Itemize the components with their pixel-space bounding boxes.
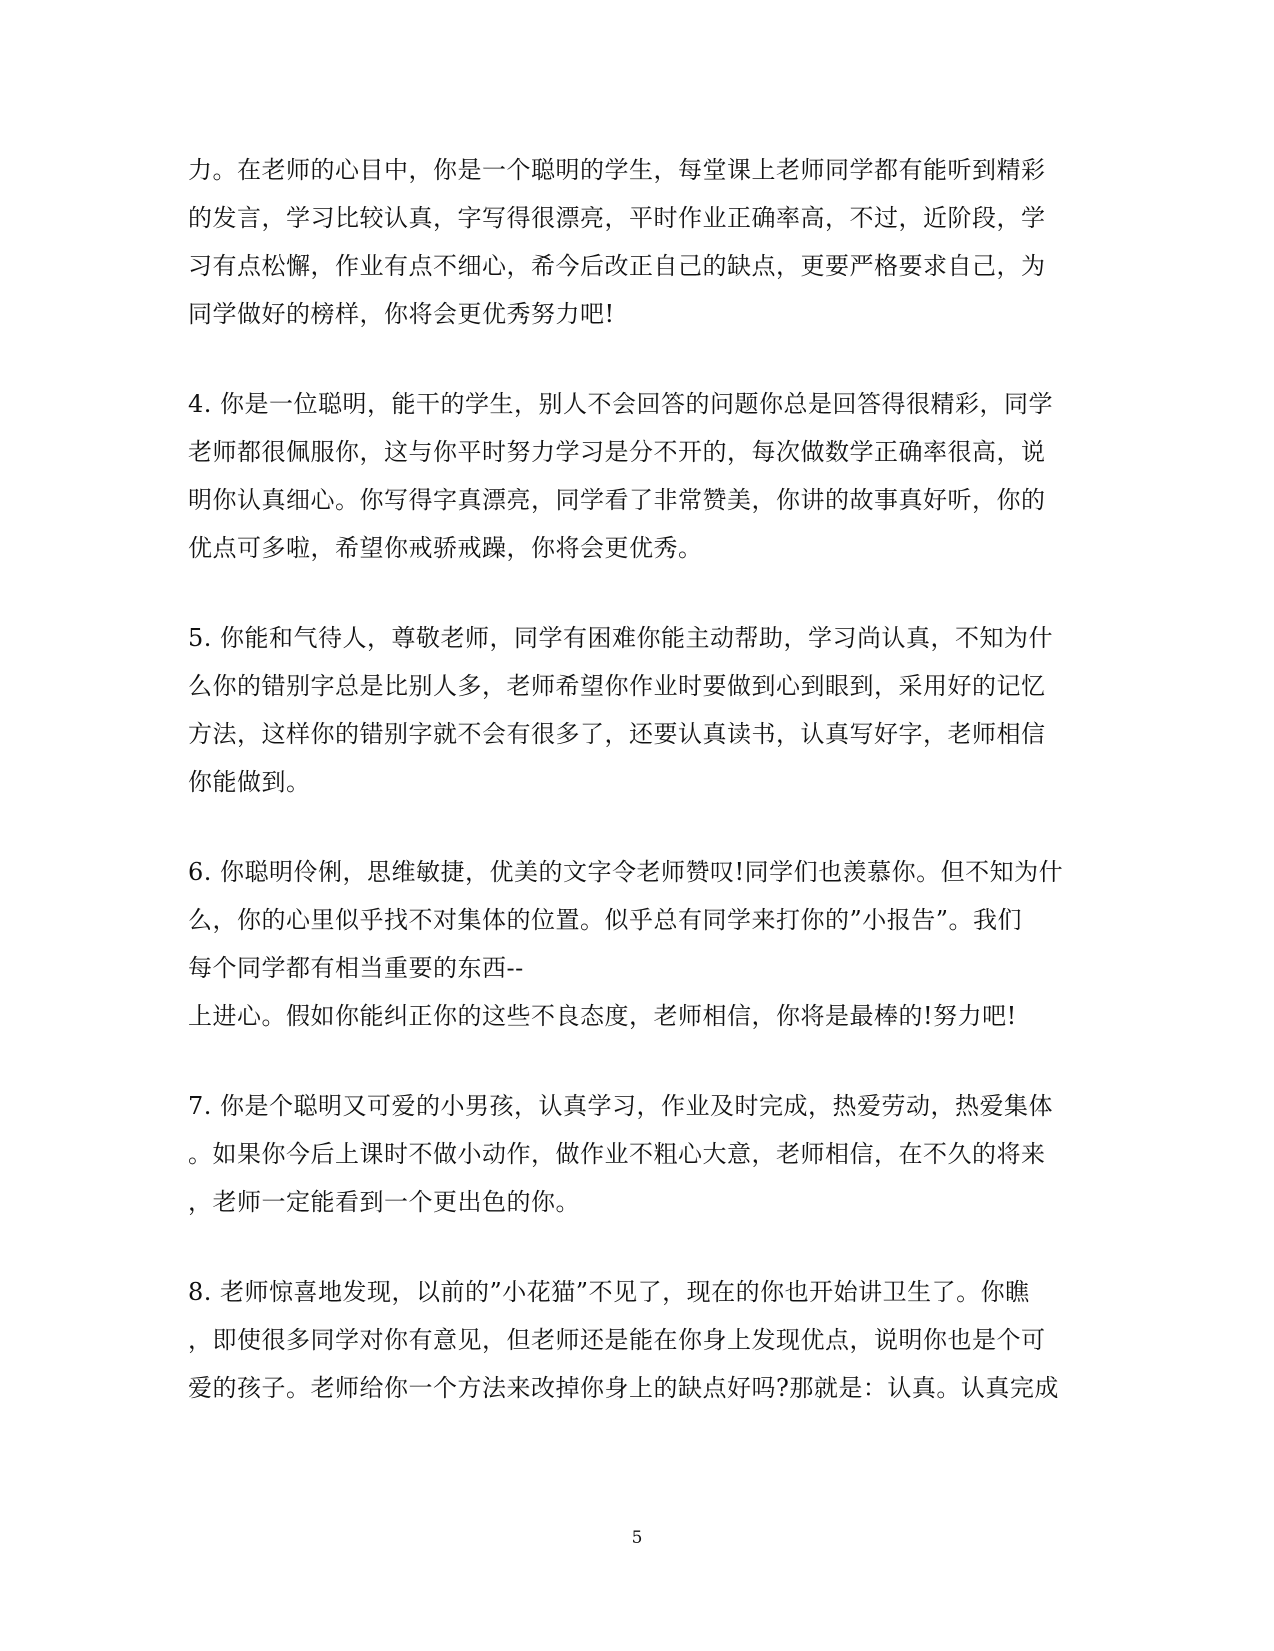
text-line: 。如果你今后上课时不做小动作，做作业不粗心大意，老师相信，在不久的将来 bbox=[188, 1140, 1046, 1168]
text-line: 的发言，学习比较认真，字写得很漂亮，平时作业正确率高，不过，近阶段，学 bbox=[188, 204, 1046, 232]
paragraph-6 bbox=[188, 848, 1088, 1040]
text-line: 明你认真细心。你写得字真漂亮，同学看了非常赞美，你讲的故事真好听，你的 bbox=[188, 486, 1046, 514]
text-line: ，老师一定能看到一个更出色的你。 bbox=[188, 1188, 580, 1216]
text-line: 上进心。假如你能纠正你的这些不良态度，老师相信，你将是最棒的!努力吧! bbox=[188, 1002, 1017, 1030]
text-line: 4. 你是一位聪明，能干的学生，别人不会回答的问题你总是回答得很精彩，同学 bbox=[188, 390, 1054, 418]
text-line: 7. 你是个聪明又可爱的小男孩，认真学习，作业及时完成，热爱劳动，热爱集体 bbox=[188, 1092, 1054, 1120]
text-line: 老师都很佩服你，这与你平时努力学习是分不开的，每次做数学正确率很高，说 bbox=[188, 438, 1046, 466]
text-line: 你能做到。 bbox=[188, 768, 311, 796]
text-line: 优点可多啦，希望你戒骄戒躁，你将会更优秀。 bbox=[188, 534, 703, 562]
text-line: 么，你的心里似乎找不对集体的位置。似乎总有同学来打你的”小报告”。我们 bbox=[188, 906, 1023, 934]
text-line: ，即使很多同学对你有意见，但老师还是能在你身上发现优点，说明你也是个可 bbox=[188, 1326, 1046, 1354]
text-line: 么你的错别字总是比别人多，老师希望你作业时要做到心到眼到，采用好的记忆 bbox=[188, 672, 1046, 700]
paragraph-4 bbox=[188, 380, 1088, 572]
text-line: 习有点松懈，作业有点不细心，希今后改正自己的缺点，更要严格要求自己，为 bbox=[188, 252, 1046, 280]
text-line: 力。在老师的心目中，你是一个聪明的学生，每堂课上老师同学都有能听到精彩 bbox=[188, 156, 1046, 184]
text-line: 方法，这样你的错别字就不会有很多了，还要认真读书，认真写好字，老师相信 bbox=[188, 720, 1046, 748]
paragraph-5 bbox=[188, 614, 1088, 806]
paragraph-8 bbox=[188, 1268, 1088, 1412]
paragraph-7 bbox=[188, 1082, 1088, 1226]
paragraph-3-continued bbox=[188, 146, 1088, 338]
text-line: 同学做好的榜样，你将会更优秀努力吧! bbox=[188, 300, 615, 328]
text-line: 爱的孩子。老师给你一个方法来改掉你身上的缺点好吗?那就是：认真。认真完成 bbox=[188, 1374, 1059, 1402]
text-line: 5. 你能和气待人，尊敬老师，同学有困难你能主动帮助，学习尚认真，不知为什 bbox=[188, 624, 1054, 652]
text-line: 每个同学都有相当重要的东西-- bbox=[188, 954, 524, 982]
page-number: 5 bbox=[631, 1528, 643, 1548]
text-line: 6. 你聪明伶俐，思维敏捷，优美的文字令老师赞叹!同学们也羡慕你。但不知为什 bbox=[188, 858, 1064, 886]
text-line: 8. 老师惊喜地发现，以前的”小花猫”不见了，现在的你也开始讲卫生了。你瞧 bbox=[188, 1278, 1030, 1306]
